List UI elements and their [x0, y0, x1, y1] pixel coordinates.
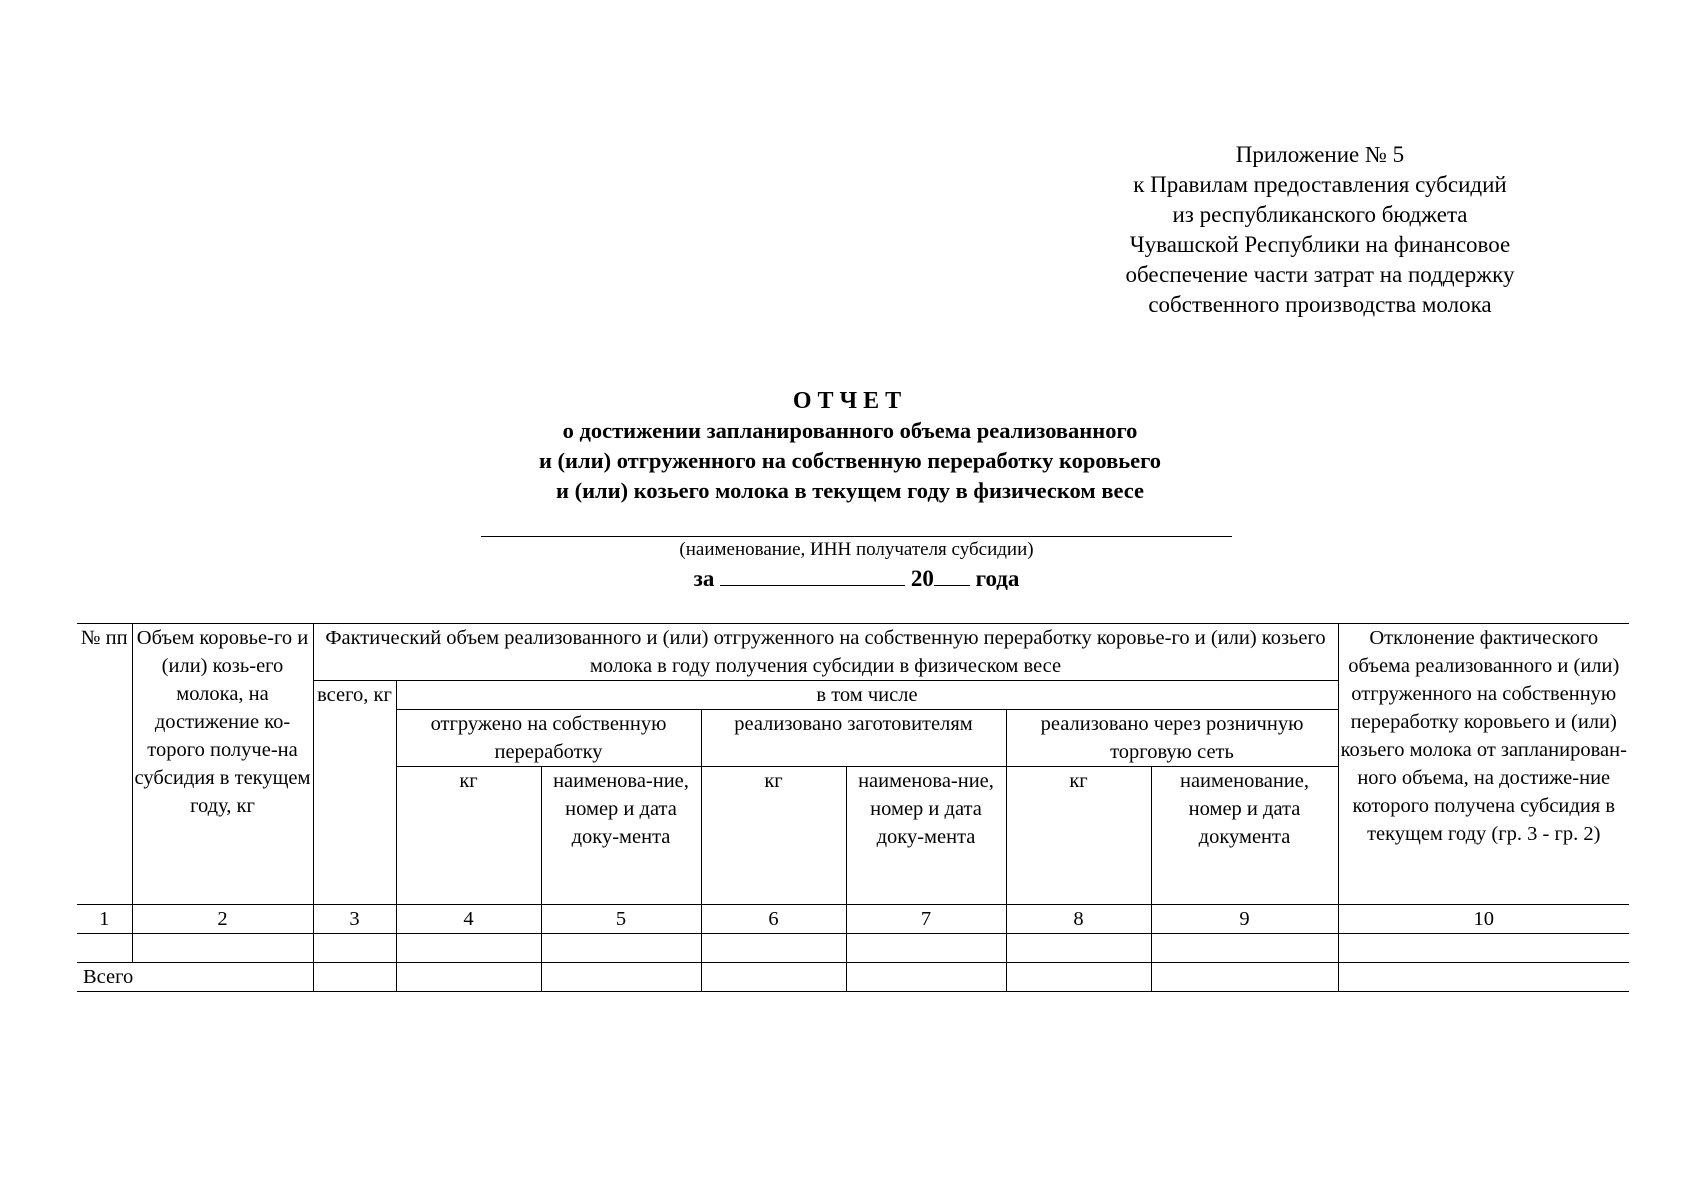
- table-cell[interactable]: [313, 934, 396, 963]
- total-row: [77, 963, 1629, 992]
- report-subtitle-line: и (или) отгруженного на собственную переработку коровьего: [538, 448, 1162, 473]
- period-year-prefix: 20: [910, 566, 934, 591]
- col-kg-header: кг: [701, 767, 846, 905]
- col-number-header: № пп: [77, 624, 132, 905]
- table-cell[interactable]: [541, 934, 701, 963]
- report-table: [77, 623, 1629, 992]
- column-number: 6: [701, 905, 846, 934]
- col-including-header: в том числе: [396, 681, 1338, 710]
- col-fact-volume-header: Фактический объем реализованного и (или) отгруженного на собственную переработку коровье-го и (или) козьего молока в году получения субсидии в физическом весе: [313, 624, 1338, 681]
- table-cell[interactable]: [132, 934, 313, 963]
- col-kg-header: кг: [396, 767, 541, 905]
- col-total-header: всего, кг: [313, 681, 396, 905]
- table-cell[interactable]: [396, 963, 541, 992]
- report-title: [440, 386, 1260, 506]
- table-cell[interactable]: [1006, 963, 1151, 992]
- table-cell[interactable]: [541, 963, 701, 992]
- col-planned-volume-header: Объем коровье-го и (или) козь-его молока, на достижение ко-торого получе-на субсидия в текущем году, кг: [132, 624, 313, 905]
- table-cell[interactable]: [77, 934, 132, 963]
- period-prefix: за: [693, 566, 715, 591]
- col-document-header: наименова-ние, номер и дата доку-мента: [846, 767, 1006, 905]
- report-subtitle-line: и (или) козьего молока в текущем году в физическом весе: [556, 478, 1144, 503]
- column-number: 4: [396, 905, 541, 934]
- year-blank: [934, 565, 970, 586]
- col-kg-header: кг: [1006, 767, 1151, 905]
- table-cell[interactable]: [313, 963, 396, 992]
- appendix-line: к Правилам предоставления субсидий: [1133, 172, 1507, 197]
- total-row-label: Всего: [77, 963, 313, 992]
- column-number: 10: [1338, 905, 1629, 934]
- recipient-caption: (наименование, ИНН получателя субсидии): [679, 539, 1034, 560]
- col-document-header: наименова-ние, номер и дата доку-мента: [541, 767, 701, 905]
- table-cell[interactable]: [701, 963, 846, 992]
- column-number: 5: [541, 905, 701, 934]
- table-cell[interactable]: [1338, 963, 1629, 992]
- recipient-fill-line: [481, 536, 1232, 537]
- table-cell[interactable]: [701, 934, 846, 963]
- appendix-line: Приложение № 5: [1235, 142, 1405, 167]
- column-number: 1: [77, 905, 132, 934]
- column-number: 2: [132, 905, 313, 934]
- report-period: [481, 565, 1232, 593]
- column-number: 8: [1006, 905, 1151, 934]
- table-cell[interactable]: [846, 963, 1006, 992]
- appendix-line: обеспечение части затрат на поддержку: [1125, 262, 1515, 287]
- column-number: 9: [1151, 905, 1338, 934]
- table-cell[interactable]: [1338, 934, 1629, 963]
- report-subtitle-line: о достижении запланированного объема реализованного: [562, 418, 1138, 443]
- column-number: 3: [313, 905, 396, 934]
- report-main-title: ОТЧЕТ: [792, 388, 908, 414]
- column-number: 7: [846, 905, 1006, 934]
- col-retail-header: реализовано через розничную торговую сеть: [1006, 710, 1338, 767]
- table-cell[interactable]: [846, 934, 1006, 963]
- table-cell[interactable]: [396, 934, 541, 963]
- appendix-note: [1120, 140, 1520, 320]
- col-document-header: наименование, номер и дата документа: [1151, 767, 1338, 905]
- col-sold-header: реализовано заготовителям: [701, 710, 1006, 767]
- col-shipped-header: отгружено на собственную переработку: [396, 710, 701, 767]
- appendix-line: Чувашской Республики на финансовое: [1129, 232, 1511, 257]
- table-row: [77, 934, 1629, 963]
- table-cell[interactable]: [1151, 963, 1338, 992]
- period-suffix: года: [975, 566, 1020, 591]
- appendix-line: из республиканского бюджета: [1172, 202, 1468, 227]
- table-cell[interactable]: [1006, 934, 1151, 963]
- table-cell[interactable]: [1151, 934, 1338, 963]
- header-row: [77, 624, 1629, 681]
- col-deviation-header: Отклонение фактического объема реализованного и (или) отгруженного на собственную переработку коровьего и (или) козьего молока от запланирован-ного объема, на достиже-ние которого получена субсидия в текущем году (гр. 3 - гр. 2): [1338, 624, 1629, 905]
- column-number-row: [77, 905, 1629, 934]
- appendix-line: собственного производства молока: [1148, 292, 1492, 317]
- period-blank: [720, 565, 905, 586]
